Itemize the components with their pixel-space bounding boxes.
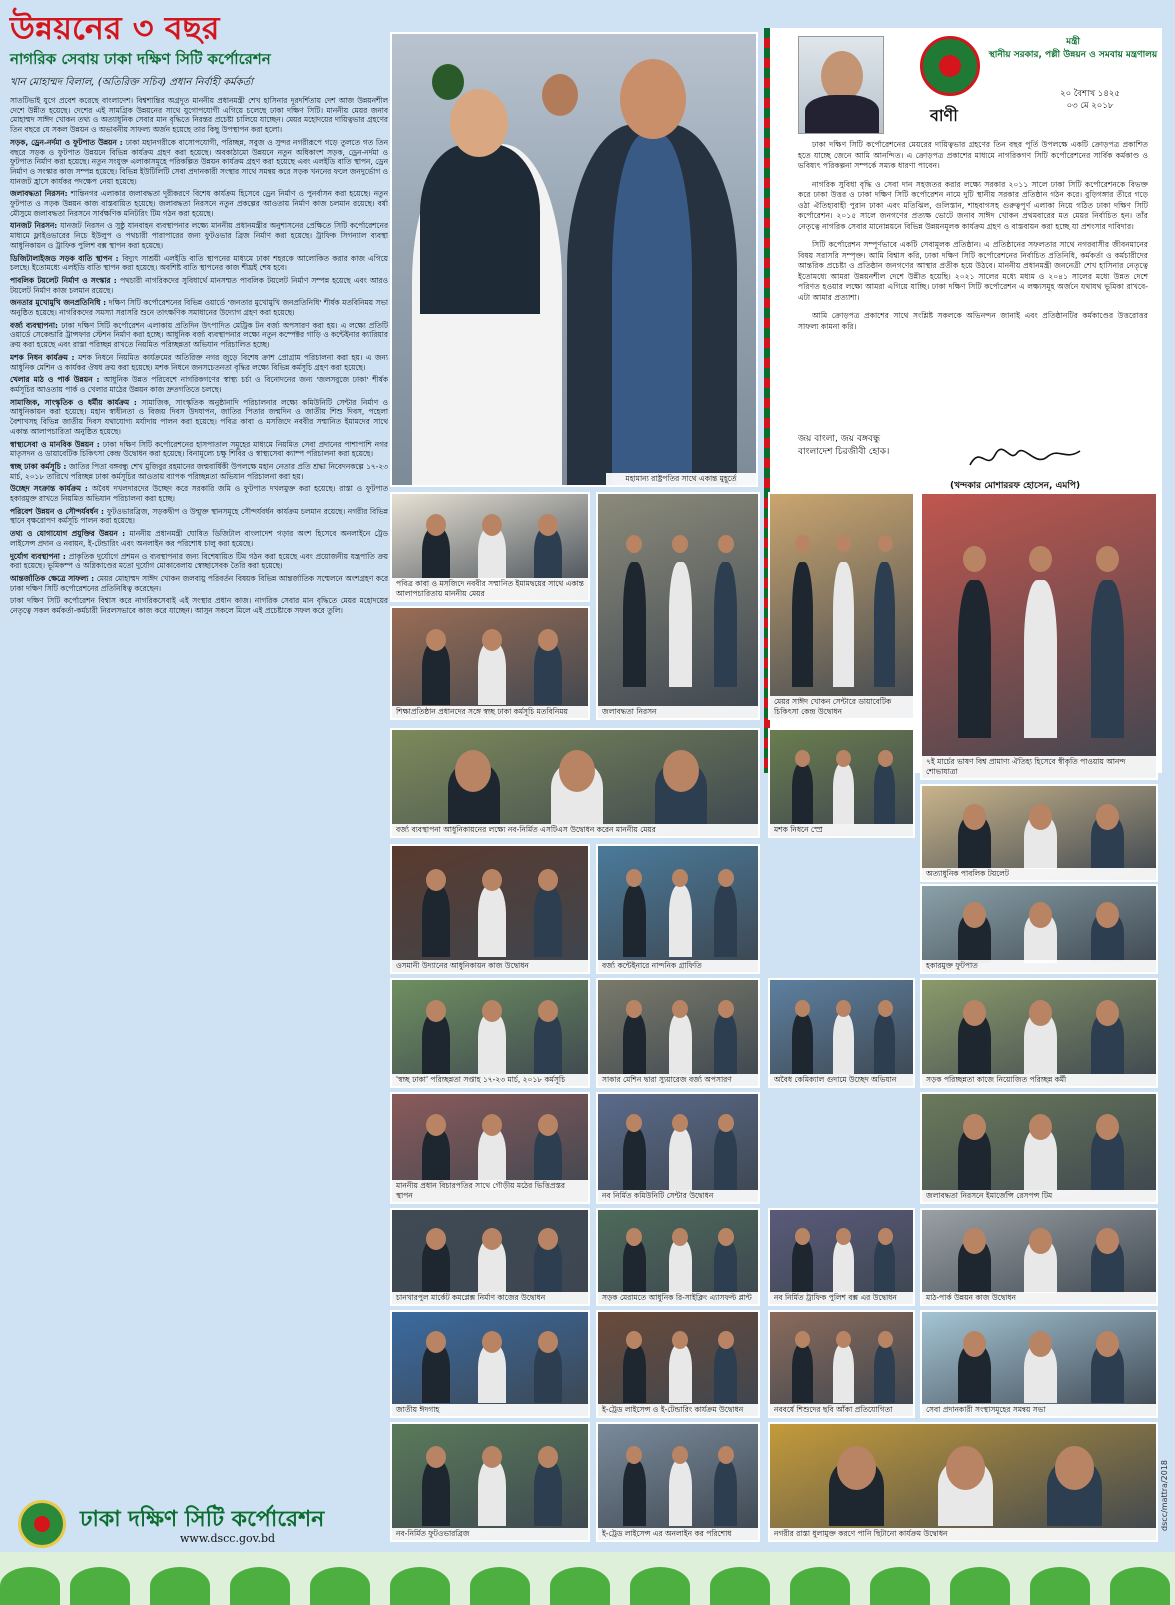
article-body [10, 96, 388, 1508]
photo-tile-march7 [920, 492, 1158, 780]
photo-tile-waste [390, 728, 760, 838]
credit-line: dscc/mattra/2018 [1160, 1460, 1169, 1531]
photo-caption: চানখারপুল মার্কেট কমপ্লেক্স নির্মাণ কাজের উদ্বোধন [392, 1292, 588, 1304]
article-heading: স্বচ্ছ ঢাকা কর্মসূচি : [10, 461, 69, 471]
message-paragraph: আমি ক্রোড়পত্র প্রকাশের সাথে সংশ্লিষ্ট সকলকে অভিনন্দন জানাই এবং প্রতিষ্ঠানটির কর্মকাণ্ডের উত্তরোত্তর সাফল্য কামনা করি। [798, 311, 1148, 331]
photo-caption: নগরীর রাস্তা ধুলামুক্ত করণে পানি ছিটানো কার্যক্রম উদ্বোধন [770, 1528, 1156, 1540]
article-paragraph [10, 574, 388, 593]
photo-tile-gourd [390, 1092, 590, 1204]
photo-tile-emergency [920, 1092, 1158, 1204]
article-heading: দুর্যোগ ব্যবস্থাপনা : [10, 551, 69, 561]
photo-tile-waterlog1 [596, 492, 760, 720]
article-column [10, 9, 388, 1545]
photo-caption: অবৈধ কেমিক্যাল গুদামে উচ্ছেদ অভিযান [770, 1074, 913, 1086]
article-paragraph [10, 276, 388, 295]
photo-caption: সড়ক মেরামতে আধুনিক রি-সাইক্লিং এ্যাসফল্ট প্লান্ট [598, 1292, 758, 1304]
photo-tile-hawker [920, 884, 1158, 974]
article-text: বিদ্যুৎ সাশ্রয়ী এলইডি বাতি স্থাপনের মাধ্যমে ঢাকা শহরকে আলোকিত করার কাজ এগিয়ে চলছে। ইতোমধ্যে এলইডি বাতি স্থাপন করা হয়েছে। অবশিষ্ট বাতি স্থাপনের কাজ শীঘ্রই শেষ হবে। [10, 253, 388, 273]
article-text: ঢাকা দক্ষিণ সিটি কর্পোরেশন বিশ্বাস করে নাগরিকসেবাই এই সংস্থার প্রধান কাজ। নাগরিক সেবার মান বৃদ্ধিতে মেয়র মহোদয়ের নেতৃত্বে সকল কর্মকর্তা-কর্মচারী নিরলসভাবে কাজ করে যাচ্ছেন। আসুন সকলে মিলে এই প্রচেষ্টাকে সফল করে তুলি। [10, 596, 388, 616]
photo-tile-eidgah [390, 1310, 590, 1418]
photo-caption: সেবা প্রদানকারী সংস্থাসমূহের সমন্বয় সভা [922, 1404, 1156, 1416]
signatory-name: (খন্দকার মোশাররফ হোসেন, এমপি) [950, 481, 1081, 491]
photo-tile-services [920, 1310, 1158, 1418]
photo-caption: মাঠ-পার্ক উন্নয়ন কাজ উদ্বোধন [922, 1292, 1156, 1304]
article-text: শান্তিনগর এলাকার জলাবদ্ধতা দূরীকরণে বিশেষ কার্যক্রম হিসেবে ড্রেন নির্মাণ ও পুনর্বাসন করা হয়েছে। নতুন ফুটপাত ও সড়ক উন্নয়ন কাজ বাস্তবায়িত হয়েছে। জলাবদ্ধতা নিরসনে নতুন প্রকল্পের আওতায় নির্মাণ কাজ চলমান রয়েছে। বর্ষা মৌসুমে জলাবদ্ধতা নিরসনে সার্বক্ষণিক মনিটরিং টিম গঠন করা হয়েছে। [10, 189, 388, 218]
article-text: সামাজিক, সাংস্কৃতিক অনুষ্ঠানাদি পরিচালনার লক্ষ্যে কমিউনিটি সেন্টার নির্মাণ ও আধুনিকায়ন করা হয়েছে। মহান স্বাধীনতা ও বিজয় দিবস উদযাপন, জাতির পিতার জন্মদিন ও জাতীয় শিশু দিবস, পহেলা বৈশাখসহ বিভিন্ন জাতীয় দিবস যথাযোগ্য মর্যাদায় পালন করা হয়েছে। পবিত্র কাবা ও মসজিদে নববীর সম্মানিত ইমামদের সাথে একান্ত আলাপচারিতা অনুষ্ঠিত হয়েছে। [10, 397, 388, 436]
article-paragraph [10, 507, 388, 526]
photo-tile-etrade [596, 1310, 760, 1418]
article-text: জাতির পিতা বঙ্গবন্ধু শেখ মুজিবুর রহমানের জন্মবার্ষিকী উপলক্ষে মহান নেতার প্রতি শ্রদ্ধা নিবেদনকল্পে ১৭-২৩ মার্চ, ২০১৮ তারিখে পরিচ্ছন্ন ঢাকা কর্মসূচির আওতায় ব্যাপক পরিচ্ছন্নতা অভিযান পরিচালনা করা হয়। [10, 461, 388, 481]
photo-caption: ই-ট্রেড লাইসেন্স ও ই-টেন্ডারিং কার্যক্রম উদ্বোধন [598, 1404, 758, 1416]
photo-tile-mosquito [768, 728, 915, 838]
article-paragraph [10, 353, 388, 372]
dscc-seal-icon [18, 1500, 66, 1548]
article-text: অবৈধ দখলদারদের উচ্ছেদ করে সরকারি জমি ও ফুটপাত দখলমুক্ত করা হয়েছে। রাস্তা ও ফুটপাত হকারমুক্ত রাখতে নিয়মিত অভিযান পরিচালনা করা হচ্ছে। [10, 484, 388, 504]
photo-caption: মশক নিধনে স্প্রে [770, 824, 913, 836]
article-text: মেয়র মোহাম্মদ সাঈদ খোকন জলবায়ু পরিবর্তন বিষয়ক বিভিন্ন আন্তর্জাতিক সম্মেলনে অংশগ্রহণ করে ঢাকা দক্ষিণ সিটি কর্পোরেশনের প্রতিনিধিত্ব করেছেন। [10, 573, 388, 593]
photo-caption: জলাবদ্ধতা নিরসনে ইমার্জেন্সি রেসপন্স টিম [922, 1190, 1156, 1202]
photo-caption: সড়ক পরিচ্ছন্নতা কাজে নিয়োজিত পরিচ্ছন্ন কর্মী [922, 1074, 1156, 1086]
minister-title [988, 36, 1158, 62]
message-date [1050, 88, 1130, 112]
photo-tile-container [596, 844, 760, 974]
article-paragraph [10, 398, 388, 437]
article-text: ঢাকা মহানগরীকে বাসোপযোগী, পরিচ্ছন্ন, সবুজ ও সুন্দর নগরীরূপে গড়ে তুলতে গত তিন বছরে সড়ক ও ফুটপাত উন্নয়নে বিভিন্ন কার্যক্রম গ্রহণ করা হয়েছে। অবকাঠামো উন্নয়নে নতুন অধিকাংশ সড়ক, ড্রেন-নর্দমা ও ফুটপাত নির্মাণ করা হয়েছে। নতুন সংযুক্ত এলাকাসমূহে পরিকল্পিত উন্নয়ন কার্যক্রম গ্রহণ করা হয়েছে এবং এলইডি বাতি স্থাপন, ড্রেন নির্মাণ ও সংস্কার কাজ সম্পন্ন হয়েছে। বিভিন্ন ইউটিলিটি সেবা প্রদানকারী সংস্থার সাথে সমন্বয় করে সড়ক খননের ফলে জনদুর্ভোগ ও যানজট হ্রাসে কার্যকর পদক্ষেপ নেয়া হয়েছে। [10, 137, 388, 186]
article-heading: জনতার মুখোমুখি জনপ্রতিনিধি : [10, 298, 109, 308]
closing-line-2: বাংলাদেশ চিরজীবী হোক। [798, 447, 890, 457]
message-closing [798, 433, 889, 459]
article-text: মাননীয় প্রধানমন্ত্রী ঘোষিত ডিজিটাল বাংলাদেশ গড়ার অংশ হিসেবে অনলাইনে ট্রেড লাইসেন্স প্রদান ও নবায়ন, ই-টেন্ডারিং এবং অনলাইন কর পরিশোধ চালু করা হয়েছে। [10, 529, 388, 548]
article-paragraph [10, 254, 388, 273]
message-paragraph: সিটি কর্পোরেশন সম্পূর্ণভাবে একটি সেবামূলক প্রতিষ্ঠান। এ প্রতিষ্ঠানের সফলতার সাথে নগরবাসীর জীবনমানের বিষয় সরাসরি সম্পৃক্ত। আমি বিশ্বাস করি, ঢাকা দক্ষিণ সিটি কর্পোরেশনের নির্বাচিত প্রতিনিধি, কর্মকর্তা ও কর্মচারীদের আন্তরিক প্রচেষ্টা ও প্রতিষ্ঠান জনগণের আস্থার প্রতীক হয়ে উঠবে। মাননীয় প্রধানমন্ত্রী জননেত্রী শেখ হাসিনার নেতৃত্বে ইতোমধ্যে আমরা উন্নয়নশীল দেশে উন্নীত হয়েছি। ২০২১ সালের মধ্যে মধ্যম ও ২০৪১ সালের মধ্যে উন্নত দেশে পরিণত হওয়ার লক্ষ্যে আমরা এগিয়ে যাচ্ছি। ঢাকা দক্ষিণ সিটি কর্পোরেশন এ লক্ষ্যসমূহ অর্জনে যথাযথ ভূমিকা রাখবে- এটা আমার প্রত্যাশা। [798, 240, 1148, 302]
article-heading: খেলার মাঠ ও পার্ক উন্নয়ন : [10, 375, 104, 385]
photo-caption: জাতীয় ঈদগাহ [392, 1404, 588, 1416]
footer-logo [10, 1500, 388, 1550]
article-heading: সড়ক, ড্রেন-নর্দমা ও ফুটপাত উন্নয়ন : [10, 137, 126, 147]
minister-label: মন্ত্রী [1066, 37, 1080, 47]
article-paragraph [10, 298, 388, 317]
article-paragraph [10, 138, 388, 187]
government-seal-icon [920, 36, 980, 96]
date-bangla: ২০ বৈশাখ ১৪২৫ [1060, 89, 1120, 99]
photo-tile-sucker [596, 978, 760, 1088]
article-paragraph [10, 484, 388, 503]
photo-tile-park [920, 1208, 1158, 1306]
signature [965, 443, 1085, 473]
photo-tile-imam [390, 492, 590, 602]
article-heading: পরিবেশ উন্নয়ন ও সৌন্দর্যবর্ধন : [10, 506, 107, 516]
photo-tile-online-tax [596, 1422, 760, 1542]
photo-caption: অত্যাধুনিক পাবলিক টয়লেট [922, 868, 1156, 880]
article-heading: যানজট নিরসন: [10, 221, 61, 231]
article-heading: সামাজিক, সাংস্কৃতিক ও ধর্মীয় কার্যক্রম : [10, 397, 142, 407]
article-paragraph [10, 375, 388, 394]
article-text: যানজট নিরসন ও সুষ্ঠু যানবাহন ব্যবস্থাপনার লক্ষ্যে মাননীয় প্রধানমন্ত্রীর অনুশাসনের প্রেক্ষিতে সিটি কর্পোরেশনের মাধ্যমে ফ্লাইওভারের নিচে ইউলুপ ও পথচারী পারাপারের জন্য ফুটওভার ব্রিজ নির্মাণ করা হয়েছে। ট্রাফিক সিগন্যাল ব্যবস্থা আধুনিকায়ন ও ট্রাফিক পুলিশ বক্স স্থাপন করা হয়েছে। [10, 221, 388, 250]
photo-caption: সাকার মেশিন দ্বারা স্যুয়ারেজ বর্জ্য অপসারণ [598, 1074, 758, 1086]
article-paragraph [10, 321, 388, 350]
article-heading: মশক নিধন কার্যক্রম : [10, 352, 79, 362]
article-heading: আন্তর্জাতিক ক্ষেত্রে সাফল্য : [10, 573, 97, 583]
photo-caption: মাননীয় প্রধান বিচারপতির সাথে গৌড়ীয় মঠের ভিত্তিপ্রস্তর স্থাপন [392, 1180, 588, 1202]
photo-caption: মহামান্য রাষ্ট্রপতির সাথে একান্ত মুহূর্তে [606, 473, 756, 485]
closing-line-1: জয় বাংলা, জয় বঙ্গবন্ধু [798, 434, 881, 444]
photo-caption: নব নির্মিত কমিউনিটি সেন্টার উদ্বোধন [598, 1190, 758, 1202]
minister-portrait [798, 36, 884, 134]
photo-caption: পবিত্র কাবা ও মসজিদে নববীর সম্মানিত ইমামদ্বয়ের সাথে একান্ত আলাপচারিতায় মাননীয় মেয়র [392, 578, 588, 600]
article-heading: বর্জ্য ব্যবস্থাপনা: [10, 320, 62, 330]
article-paragraph [10, 221, 388, 250]
message-body [798, 140, 1148, 340]
photo-tile-diabetic [768, 492, 915, 720]
message-paragraph: ঢাকা দক্ষিণ সিটি কর্পোরেশনের মেয়রের দায়িত্বভার গ্রহণের তিন বছর পূর্তি উপলক্ষে একটি ক্রোড়পত্র প্রকাশিত হতে যাচ্ছে জেনে আমি আনন্দিত। এ ক্রোড়পত্র প্রকাশের মাধ্যমে নাগরিকগণ সিটি কর্পোরেশনের সার্বিক কর্মকাণ্ড ও ভবিষ্যৎ পরিকল্পনা সম্পর্কে সম্যক ধারণা পাবেন। [798, 140, 1148, 170]
photo-tile-roads [768, 1422, 1158, 1542]
page-title: উন্নয়নের ৩ বছর [10, 9, 220, 47]
footer-url[interactable]: www.dscc.gov.bd [180, 1532, 276, 1545]
article-heading: জলাবদ্ধতা নিরসন: [10, 189, 71, 199]
photo-caption: শিক্ষাপ্রতিষ্ঠান প্রধানদের সঙ্গে স্বচ্ছ ঢাকা কর্মসূচি মতবিনিময় [392, 706, 588, 718]
article-heading: তথ্য ও যোগাযোগ প্রযুক্তির উন্নয়ন : [10, 529, 130, 539]
photo-tile-asphalt [596, 1208, 760, 1306]
article-text: মশক নিধনে নিয়মিত কার্যক্রমের অতিরিক্ত নগর জুড়ে বিশেষ ক্রাশ প্রোগ্রাম পরিচালনা করা হয়। এ জন্য আধুনিক মেশিন ও কার্যকর ঔষধ ক্রয় করা হয়েছে। মশক নিধনে জনসচেতনতা বৃদ্ধির লক্ষ্যে বিভিন্ন কর্মসূচি গ্রহণ করা হয়েছে। [10, 352, 388, 372]
photo-tile-police [768, 1208, 915, 1306]
photo-caption: হকারমুক্ত ফুটপাত [922, 960, 1156, 972]
article-text: ফুটওভারব্রিজ, সড়কদ্বীপ ও উন্মুক্ত স্থানসমূহে সৌন্দর্যবর্ধন কার্যক্রম চলমান রয়েছে। নগরীর বিভিন্ন স্থানে বৃক্ষরোপণ কর্মসূচি পালন করা হয়েছে। [10, 506, 388, 526]
photo-tile-clean-week [390, 978, 590, 1088]
article-paragraph [10, 189, 388, 218]
article-paragraph [10, 96, 388, 135]
photo-caption: বর্জ্য ব্যবস্থাপনা আধুনিকায়নের লক্ষ্যে নব-নির্মিত এসটিএস উদ্বোধন করেন মাননীয় মেয়র [392, 824, 758, 836]
article-paragraph [10, 529, 388, 548]
article-paragraph [10, 596, 388, 615]
photo-caption: নব-নির্মিত ফুটওভারব্রিজ [392, 1528, 588, 1540]
photo-tile-chemical [768, 978, 915, 1088]
photo-tile-community [596, 1092, 760, 1204]
page-subtitle: নাগরিক সেবায় ঢাকা দক্ষিণ সিটি কর্পোরেশন [10, 50, 271, 68]
grass-border [0, 1552, 1175, 1605]
photo-tile-chankharpul [390, 1208, 590, 1306]
article-text: ঢাকা দক্ষিণ সিটি কর্পোরেশন এলাকায় প্রতিদিন উৎপাদিত মেট্রিক টন বর্জ্য অপসারণ করা হয়। এ লক্ষ্যে প্রতিটি ওয়ার্ডে সেকেন্ডারি ট্রান্সফার স্টেশন নির্মাণ করা হচ্ছে। আধুনিক বর্জ্য ব্যবস্থাপনার লক্ষ্যে নতুন কম্পেক্টর গাড়ি ও কন্টেইনার ক্যারিয়ার ক্রয় করা হয়েছে এবং রাস্তা পরিচ্ছন্ন রাখতে নিয়মিত পরিচ্ছন্নতা অভিযান পরিচালিত হচ্ছে। [10, 320, 388, 350]
message-paragraph: নাগরিক সুবিধা বৃদ্ধি ও সেবা দান সহজতর করার লক্ষ্যে সরকার ২০১১ সালে ঢাকা সিটি কর্পোরেশনকে বিভক্ত করে ঢাকা উত্তর ও ঢাকা দক্ষিণ সিটি কর্পোরেশন নামে দুটি স্থানীয় সরকার প্রতিষ্ঠান গঠন করে। বুড়িগঙ্গার তীরে গড়ে ওঠা ঐতিহ্যবাহী পুরান ঢাকা এবং মতিঝিল, গুলিস্তান, শাহবাগসহ গুরুত্বপূর্ণ এলাকা নিয়ে গঠিত ঢাকা দক্ষিণ সিটি কর্পোরেশন। ২০১৫ সালে জনগণের প্রত্যক্ষ ভোটে জনাব সাঈদ খোকন প্রথমবারের মত মেয়র নির্বাচিত হন। তাঁর নেতৃত্বে নাগরিক সেবার মানোন্নয়নে বিভিন্ন উন্নয়নমূলক কার্যক্রম গ্রহণ ও বাস্তবায়ন করা হচ্ছে যা প্রশংসার দাবিদার। [798, 179, 1148, 231]
article-heading: ডিজিটালাইজড সড়ক বাতি স্থাপন : [10, 253, 123, 263]
photo-caption: মেয়র সাঈদ খোকন সেন্টারে ডায়াবেটিক চিকিৎসা কেন্দ্র উদ্বোধন [770, 696, 913, 718]
article-heading: স্বাস্থ্যসেবা ও মানবিক উন্নয়ন : [10, 439, 103, 449]
photo-tile-toilet [920, 784, 1158, 882]
ministry-name: স্থানীয় সরকার, পল্লী উন্নয়ন ও সমবায় মন্ত্রণালয় [988, 50, 1158, 60]
date-english: ০৩ মে ২০১৮ [1066, 101, 1114, 111]
article-text: প্রাকৃতিক দুর্যোগে প্রশমন ও ব্যবস্থাপনার জন্য বিশেষায়িত টিম গঠন করা হয়েছে এবং প্রয়োজনীয় যন্ত্রপাতি ক্রয় করা হয়েছে। ভূমিকম্প ও অগ্নিকাণ্ডের মতো দুর্যোগ মোকাবেলায় স্বেচ্ছাসেবক তৈরি করা হয়েছে। [10, 551, 388, 571]
photo-tile-osmani [390, 844, 590, 974]
photo-caption: 'স্বচ্ছ ঢাকা' পরিচ্ছন্নতা সপ্তাহ ১৭-২৩ মার্চ, ২০১৮ কর্মসূচি [392, 1074, 588, 1086]
photo-tile-cleaners [920, 978, 1158, 1088]
author-line: খান মোহাম্মদ বিলাল, (অতিরিক্ত সচিব) প্রধান নির্বাহী কর্মকর্তা [10, 77, 254, 88]
photo-caption: বর্জ্য কন্টেইনারে নান্দনিক গ্রাফিতি [598, 960, 758, 972]
main-photo [390, 32, 758, 487]
footer-org-name: ঢাকা দক্ষিণ সিটি কর্পোরেশন [80, 1507, 325, 1532]
article-heading: পাবলিক টয়লেট নির্মাণ ও সংস্কার : [10, 275, 121, 285]
photo-caption: নব নির্মিত ট্রাফিক পুলিশ বক্স এর উদ্বোধন [770, 1292, 913, 1304]
article-text: সাতটিভাই যুগে প্রবেশ করেছে বাংলাদেশ। বিশ্বশান্তির অগ্রদূত মাননীয় প্রধানমন্ত্রী শেখ হাসিনার দূরদর্শিতায় দেশ আজ উন্নয়নশীল দেশে উন্নীত হয়েছে। দেশের এই সামগ্রিক উন্নয়নের সাথে যুগোপযোগী এগিয়ে চলেছে ঢাকা দক্ষিণ সিটি। মাননীয় মেয়র জনাব মোহাম্মদ সাঈদ খোকন তথ্য ও অত্যাধুনিক সেবার মান বৃদ্ধিতে নিরন্তর প্রচেষ্টা চালিয়ে যাচ্ছেন। মেয়র মহোদয়ের দায়িত্বভার গ্রহণের তিন বছরে যে সকল উন্নয়ন ও অভাবনীয় সাফল্য অর্জন হয়েছে তার কিছু উপস্থাপন করা হলো। [10, 96, 388, 135]
photo-tile-children [768, 1310, 915, 1418]
article-paragraph [10, 552, 388, 571]
article-text: আধুনিক উন্নত পরিবেশে নাগরিকগণের স্বাস্থ্য চর্চা ও বিনোদনের জন্য 'জলসবুজে ঢাকা' শীর্ষক কর্মসূচির আওতায় পার্ক ও খেলার মাঠের উন্নয়ন কাজ দ্রুতগতিতে চলছে। [10, 375, 388, 394]
photo-caption: নববর্ষে শিশুদের ছবি আঁকা প্রতিযোগিতা [770, 1404, 913, 1416]
article-text: দক্ষিণ সিটি কর্পোরেশনের বিভিন্ন ওয়ার্ডে 'জনতার মুখোমুখি জনপ্রতিনিধি' শীর্ষক মতবিনিময় সভা অনুষ্ঠিত হয়েছে। নাগরিকদের সমস্যা সরাসরি শুনে তাৎক্ষণিক সমাধানের উদ্যোগ গ্রহণ করা হয়েছে। [10, 298, 388, 318]
photo-caption: জলাবদ্ধতা নিরসন [598, 706, 758, 718]
article-paragraph [10, 440, 388, 459]
article-heading: উচ্ছেদ সংক্রান্ত কার্যক্রম : [10, 484, 92, 494]
photo-caption: ওসমানী উদ্যানের আধুনিকায়ন কাজ উদ্বোধন [392, 960, 588, 972]
photo-tile-teachers [390, 606, 590, 720]
article-text: ঢাকা দক্ষিণ সিটি কর্পোরেশনের হাসপাতাল সমূহের মাধ্যমে নিয়মিত সেবা প্রদানের পাশাপাশি নগর মাতৃসদন ও ডায়াবেটিক চিকিৎসা কেন্দ্র উদ্বোধন করা হয়েছে। বিনামূল্যে চক্ষু শিবির ও স্বাস্থ্যসেবা ক্যাম্প পরিচালনা করা হয়েছে। [10, 439, 388, 459]
message-heading: বাণী [930, 106, 958, 125]
photo-caption: ই-ট্রেড লাইসেন্স এর অনলাইন কর পরিশোধ [598, 1528, 758, 1540]
photo-caption: ৭ই মার্চের ভাষণ বিশ্ব প্রামাণ্য ঐতিহ্য হিসেবে স্বীকৃতি পাওয়ায় আনন্দ শোভাযাত্রা [922, 756, 1156, 778]
article-paragraph [10, 462, 388, 481]
photo-tile-footbridge [390, 1422, 590, 1542]
article-text: পথচারী নাগরিকদের সুবিধার্থে মানসম্মত পাবলিক টয়লেট নির্মাণ সম্পন্ন হয়েছে এবং আরও টয়লেট নির্মাণ কাজ চলমান রয়েছে। [10, 275, 388, 295]
